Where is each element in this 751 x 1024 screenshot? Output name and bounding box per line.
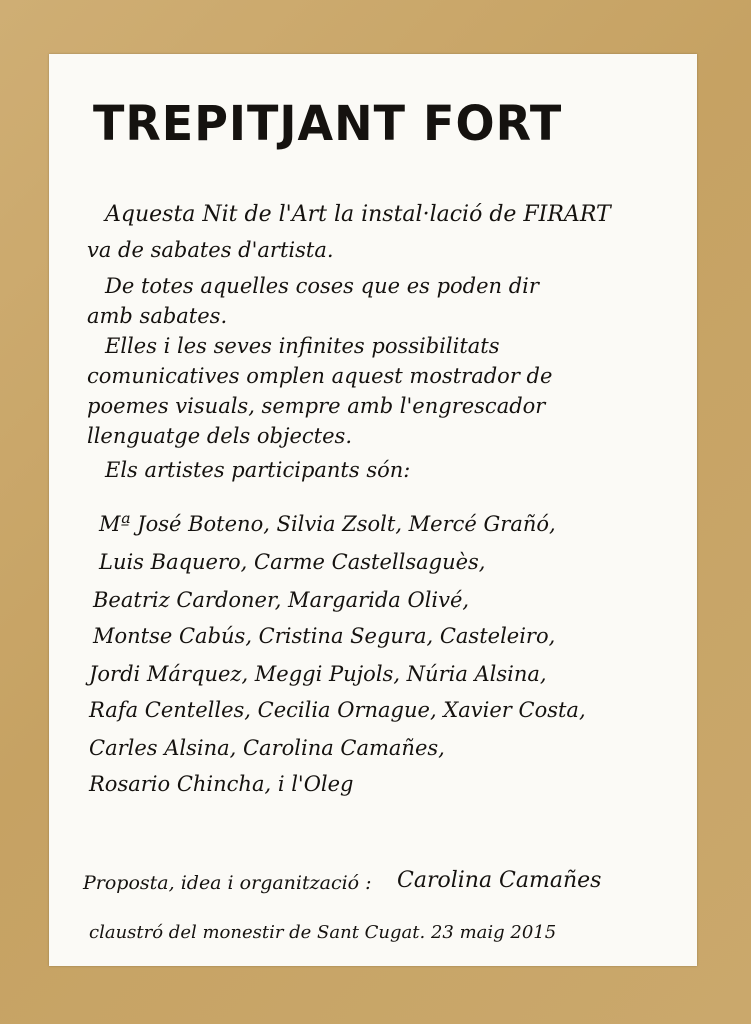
handwritten-sheet	[49, 54, 697, 966]
artist-line: Rafa Centelles, Cecilia Ornague, Xavier Costa,	[89, 698, 586, 722]
artist-line: Mª José Boteno, Silvia Zsolt, Mercé Grañó,	[99, 512, 556, 536]
artist-line: Jordi Márquez, Meggi Pujols, Núria Alsina,	[89, 662, 547, 686]
intro-line: va de sabates d'artista.	[87, 238, 334, 262]
intro-line: Els artistes participants són:	[105, 458, 411, 482]
artist-line: Luis Baquero, Carme Castellsaguès,	[99, 550, 486, 574]
artist-line: Rosario Chincha, i l'Oleg	[89, 772, 354, 796]
proposal-label: Proposta, idea i organització :	[83, 872, 372, 894]
intro-line: De totes aquelles coses que es poden dir	[105, 274, 539, 298]
intro-line: amb sabates.	[87, 304, 228, 328]
intro-line: poemes visuals, sempre amb l'engrescador	[87, 394, 546, 418]
artist-line: Montse Cabús, Cristina Segura, Casteleiro,	[93, 624, 556, 648]
intro-line: Elles i les seves infinites possibilitats	[105, 334, 500, 358]
intro-line: comunicatives omplen aquest mostrador de	[87, 364, 553, 388]
intro-line: llenguatge dels objectes.	[87, 424, 353, 448]
page-title: TREPITJANT FORT	[93, 94, 563, 152]
venue-date: claustró del monestir de Sant Cugat. 23 maig 2015	[89, 922, 557, 943]
artist-line: Beatriz Cardoner, Margarida Olivé,	[93, 588, 470, 612]
proposal-name: Carolina Camañes	[397, 868, 602, 893]
artist-line: Carles Alsina, Carolina Camañes,	[89, 736, 445, 760]
intro-line: Aquesta Nit de l'Art la instal·lació de FIRART	[105, 202, 611, 227]
